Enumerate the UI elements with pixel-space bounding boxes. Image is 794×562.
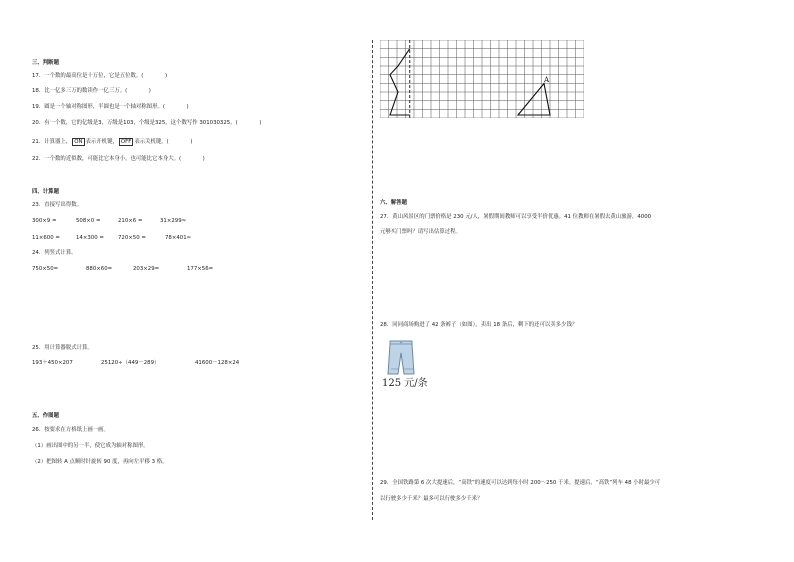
vertical-calc-item: 177×56= (187, 266, 214, 272)
calc-row1-item: 31×299≈ (160, 218, 187, 224)
question-21-prefix: 21．计算器上， (32, 139, 72, 145)
calc-row2-item: 14×300 = (76, 235, 104, 241)
section-3-title: 三、判断题 (32, 60, 59, 66)
question-21-suffix: 表示关机键。( ) (134, 139, 193, 145)
question-22: 22．一个数的近似数，可能比它本身小，也可能比它本身大。( ) (32, 156, 205, 162)
question-26-part-1: （1）画出图中的另一半，使它成为轴对称图形。 (32, 443, 149, 449)
calculator-expression: 41600－128×24 (195, 360, 240, 366)
question-29-line-2: 以行驶多少千米？最多可以行驶多少千米？ (380, 496, 483, 502)
calculator-expression: 25120÷（449－289） (101, 360, 160, 366)
calc-row2-item: 78×401≈ (165, 235, 192, 241)
question-18: 18．比一亿多三万的数读作一亿三万。( ) (32, 88, 151, 94)
question-26-part-2: （2）把图转 A 点顺时针旋转 90 度，再向左平移 3 格。 (32, 459, 168, 465)
section-6-title: 六、解答题 (380, 200, 407, 206)
calc-row1-item: 508×0 = (76, 218, 101, 224)
grid-paper (380, 40, 584, 122)
question-17: 17．一个数的最高位是十万位，它是五位数。( ) (32, 73, 168, 79)
question-27-line-1: 27．黄山风景区的门票价格是 230 元/人，暑假期间教师可以享受半价优惠。41 位教师在暑假去黄山旅游，4000 (380, 214, 652, 220)
section-4-title: 四、计算题 (32, 189, 59, 195)
question-27-line-2: 元够买门票吗？请写出估算过程。 (380, 229, 461, 235)
question-26: 26．按要求在方格纸上画一画。 (32, 427, 109, 433)
question-29-line-1: 29．全国铁路第 6 次大提速后，“高铁”的速度可以达到每小时 200～250 千米。提速后，“高铁”列车 48 小时最少可 (380, 480, 661, 486)
off-key-icon: OFF (120, 139, 132, 145)
page-divider (372, 40, 373, 520)
calculator-expression: 193＋450×207 (32, 360, 73, 366)
triangle-shape (518, 84, 550, 116)
question-28: 28．同同商场购进了 42 条裤子（如图），卖出 18 条后，剩下的还可以卖多少钱？ (380, 322, 578, 328)
point-a-label: A (544, 76, 550, 84)
calc-row2-item: 720×50 = (118, 235, 146, 241)
calc-row1-item: 300×9 = (32, 218, 57, 224)
question-19: 19．圆是一个轴对称图形，半圆也是一个轴对称图形。( ) (32, 104, 189, 110)
pants-icon (383, 339, 419, 381)
grid-lines (380, 40, 584, 118)
question-20: 20．有一个数，它的亿级是3，万级是103，个级是325，这个数写作 301030325。( ) (32, 120, 262, 126)
calc-row1-item: 210×6 = (118, 218, 143, 224)
on-key-icon: ON (74, 139, 83, 145)
half-figure-shape (390, 49, 410, 115)
calc-row2-item: 11×600 = (32, 235, 60, 241)
section-5-title: 五、作图题 (32, 413, 59, 419)
price-label: 125 元/条 (382, 378, 428, 389)
question-21 (32, 138, 192, 146)
vertical-calc-item: 203×29= (133, 266, 160, 272)
vertical-calc-item: 750×50= (32, 266, 59, 272)
question-25: 25．用计算器脱式计算。 (32, 345, 93, 351)
vertical-calc-item: 880×60= (86, 266, 113, 272)
question-21-middle: 表示开机键， (85, 139, 118, 145)
question-23: 23．直接写出得数。 (32, 202, 82, 208)
question-24: 24．列竖式计算。 (32, 250, 77, 256)
